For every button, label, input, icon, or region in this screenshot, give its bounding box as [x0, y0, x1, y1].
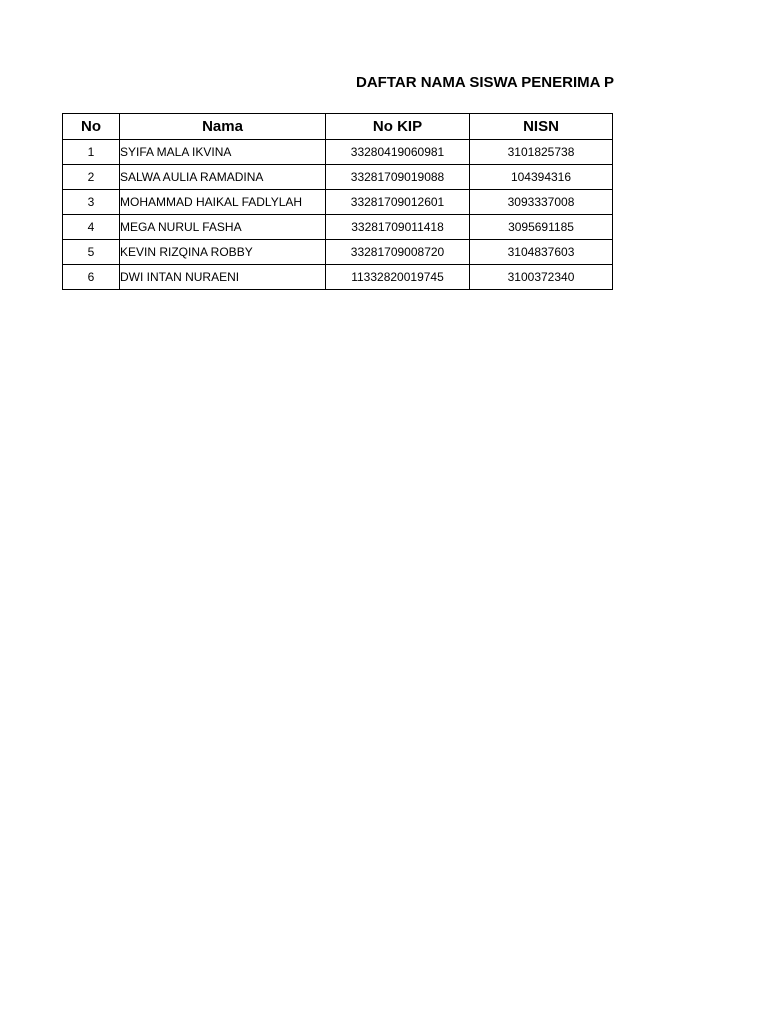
cell-nama: SYIFA MALA IKVINA [120, 140, 326, 165]
cell-no-kip: 11332820019745 [326, 265, 470, 290]
student-table [62, 113, 613, 290]
table-row [63, 190, 613, 215]
cell-no: 1 [63, 140, 120, 165]
cell-no: 6 [63, 265, 120, 290]
cell-nama: KEVIN RIZQINA ROBBY [120, 240, 326, 265]
header-no: No [63, 114, 120, 140]
table-row [63, 165, 613, 190]
cell-nama: MOHAMMAD HAIKAL FADLYLAH [120, 190, 326, 215]
cell-nisn: 3093337008 [470, 190, 613, 215]
cell-nama: SALWA AULIA RAMADINA [120, 165, 326, 190]
table-row [63, 215, 613, 240]
cell-nisn: 3100372340 [470, 265, 613, 290]
table-row [63, 265, 613, 290]
cell-no-kip: 33281709008720 [326, 240, 470, 265]
cell-no: 4 [63, 215, 120, 240]
table-row [63, 140, 613, 165]
cell-no-kip: 33280419060981 [326, 140, 470, 165]
cell-no-kip: 33281709012601 [326, 190, 470, 215]
cell-nama: DWI INTAN NURAENI [120, 265, 326, 290]
cell-no: 2 [63, 165, 120, 190]
cell-nisn: 3095691185 [470, 215, 613, 240]
table-header-row [63, 114, 613, 140]
page-title: DAFTAR NAMA SISWA PENERIMA P [356, 74, 615, 91]
header-nisn: NISN [470, 114, 613, 140]
cell-nisn: 3101825738 [470, 140, 613, 165]
cell-nama: MEGA NURUL FASHA [120, 215, 326, 240]
cell-no: 5 [63, 240, 120, 265]
header-no-kip: No KIP [326, 114, 470, 140]
cell-no: 3 [63, 190, 120, 215]
cell-nisn: 104394316 [470, 165, 613, 190]
table-row [63, 240, 613, 265]
cell-nisn: 3104837603 [470, 240, 613, 265]
header-nama: Nama [120, 114, 326, 140]
cell-no-kip: 33281709011418 [326, 215, 470, 240]
cell-no-kip: 33281709019088 [326, 165, 470, 190]
